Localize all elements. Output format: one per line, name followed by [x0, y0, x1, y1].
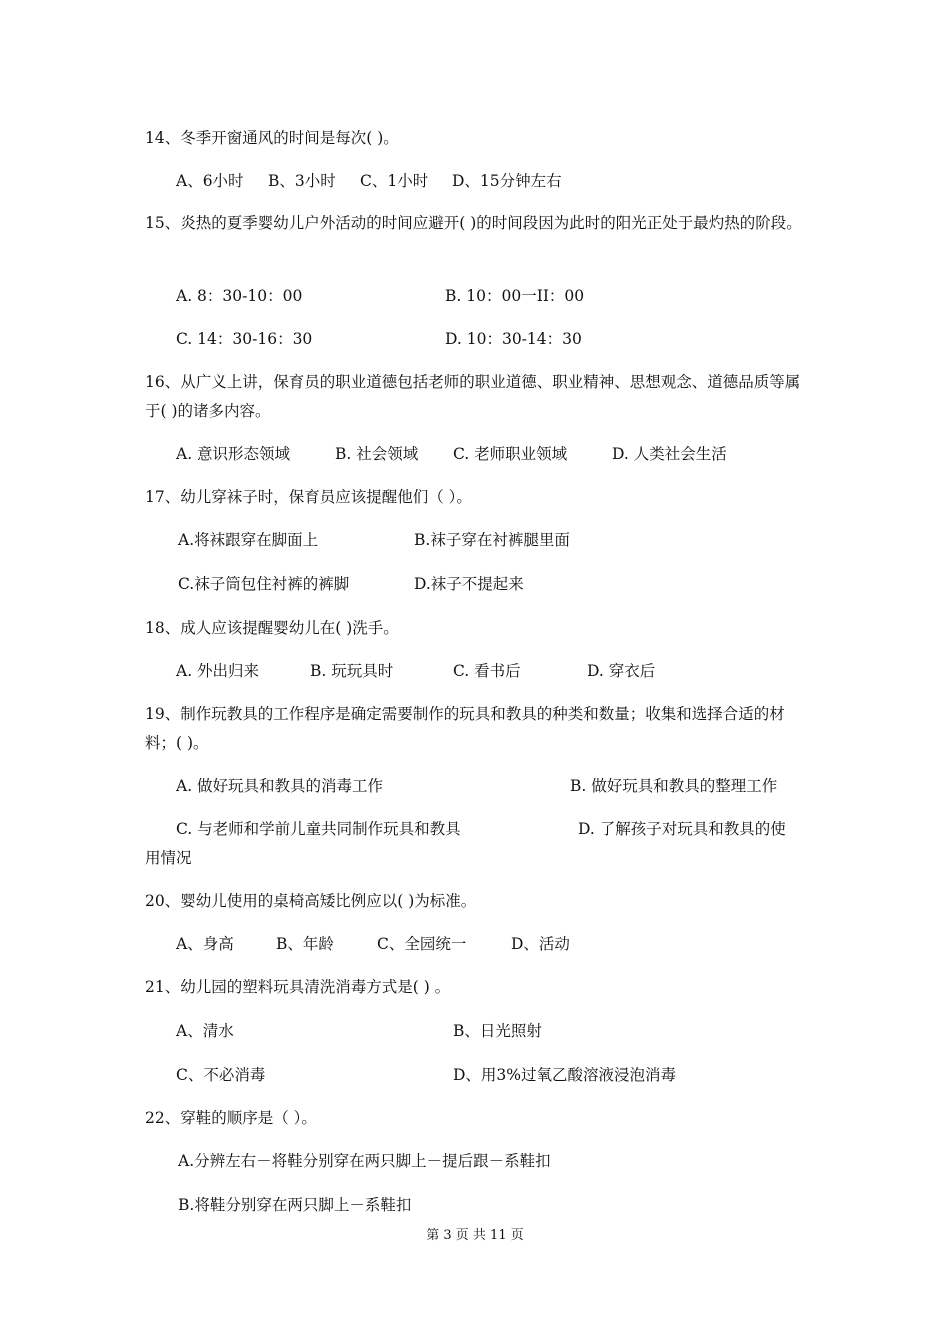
question-17-option-a: A.将袜跟穿在脚面上	[178, 531, 319, 549]
page-number-footer: 第 3 页 共 11 页	[426, 1228, 524, 1243]
question-20-stem: 20、婴幼儿使用的桌椅高矮比例应以( )为标准。	[145, 892, 477, 910]
question-21-stem: 21、幼儿园的塑料玩具清洗消毒方式是( ) 。	[145, 978, 451, 996]
question-17-option-b: B.袜子穿在衬裤腿里面	[414, 531, 570, 549]
question-15-option-a: A. 8：30-10：00	[176, 287, 303, 305]
question-18-option-b: B. 玩玩具时	[310, 662, 394, 680]
question-20-option-d: D、活动	[511, 935, 570, 953]
question-18-stem: 18、成人应该提醒婴幼儿在( )洗手。	[145, 619, 399, 637]
question-14-option-c: C、1小时	[360, 172, 429, 190]
question-17-stem: 17、幼儿穿袜子时，保育员应该提醒他们（ ）。	[145, 488, 472, 506]
question-15-option-c: C. 14：30-16：30	[176, 330, 313, 348]
question-15-option-d: D. 10：30-14：30	[445, 330, 582, 348]
question-20-option-c: C、全园统一	[377, 935, 467, 953]
question-19-option-b: B. 做好玩具和教具的整理工作	[570, 777, 778, 795]
question-20-option-a: A、身高	[176, 935, 234, 953]
question-22-option-b: B.将鞋分别穿在两只脚上－系鞋扣	[178, 1196, 412, 1214]
question-19-option-d: D. 了解孩子对玩具和教具的使	[578, 820, 786, 838]
question-18-option-c: C. 看书后	[453, 662, 521, 680]
question-14-option-d: D、15分钟左右	[452, 172, 562, 190]
question-22-stem: 22、穿鞋的顺序是（ ）。	[145, 1109, 317, 1127]
question-19-option-a: A. 做好玩具和教具的消毒工作	[176, 777, 384, 795]
question-16-option-b: B. 社会领域	[335, 445, 419, 463]
question-14-option-b: B、3小时	[268, 172, 336, 190]
question-16-option-d: D. 人类社会生活	[612, 445, 727, 463]
question-18-option-d: D. 穿衣后	[587, 662, 656, 680]
question-18-option-a: A. 外出归来	[176, 662, 260, 680]
question-16-option-c: C. 老师职业领域	[453, 445, 568, 463]
question-14-option-a: A、6小时	[176, 172, 244, 190]
question-19-stem: 19、制作玩教具的工作程序是确定需要制作的玩具和教具的种类和数量；收集和选择合适的材料；( )。	[145, 705, 785, 752]
question-15-stem: 15、炎热的夏季婴幼儿户外活动的时间应避开( )的时间段因为此时的阳光正处于最灼热的阶段。	[145, 214, 802, 232]
question-22-option-a: A.分辨左右－将鞋分别穿在两只脚上－提后跟－系鞋扣	[178, 1152, 551, 1170]
question-21-option-b: B、日光照射	[453, 1022, 542, 1040]
question-21-option-c: C、不必消毒	[176, 1066, 266, 1084]
question-20-option-b: B、年龄	[276, 935, 334, 953]
question-19-option-d-continued: 用情况	[145, 849, 192, 867]
question-17-option-d: D.袜子不提起来	[414, 575, 524, 593]
question-19-option-c: C. 与老师和学前儿童共同制作玩具和教具	[176, 820, 461, 838]
question-17-option-c: C.袜子筒包住衬裤的裤脚	[178, 575, 350, 593]
question-21-option-d: D、用3%过氧乙酸溶液浸泡消毒	[453, 1066, 677, 1084]
question-16-stem: 16、从广义上讲，保育员的职业道德包括老师的职业道德、职业精神、思想观念、道德品质等属于( )的诸多内容。	[145, 373, 801, 420]
question-15-option-b: B. 10：00一II：00	[445, 287, 585, 305]
question-21-option-a: A、清水	[176, 1022, 234, 1040]
question-16-option-a: A. 意识形态领域	[176, 445, 291, 463]
question-14-stem: 14、冬季开窗通风的时间是每次( )。	[145, 129, 399, 147]
